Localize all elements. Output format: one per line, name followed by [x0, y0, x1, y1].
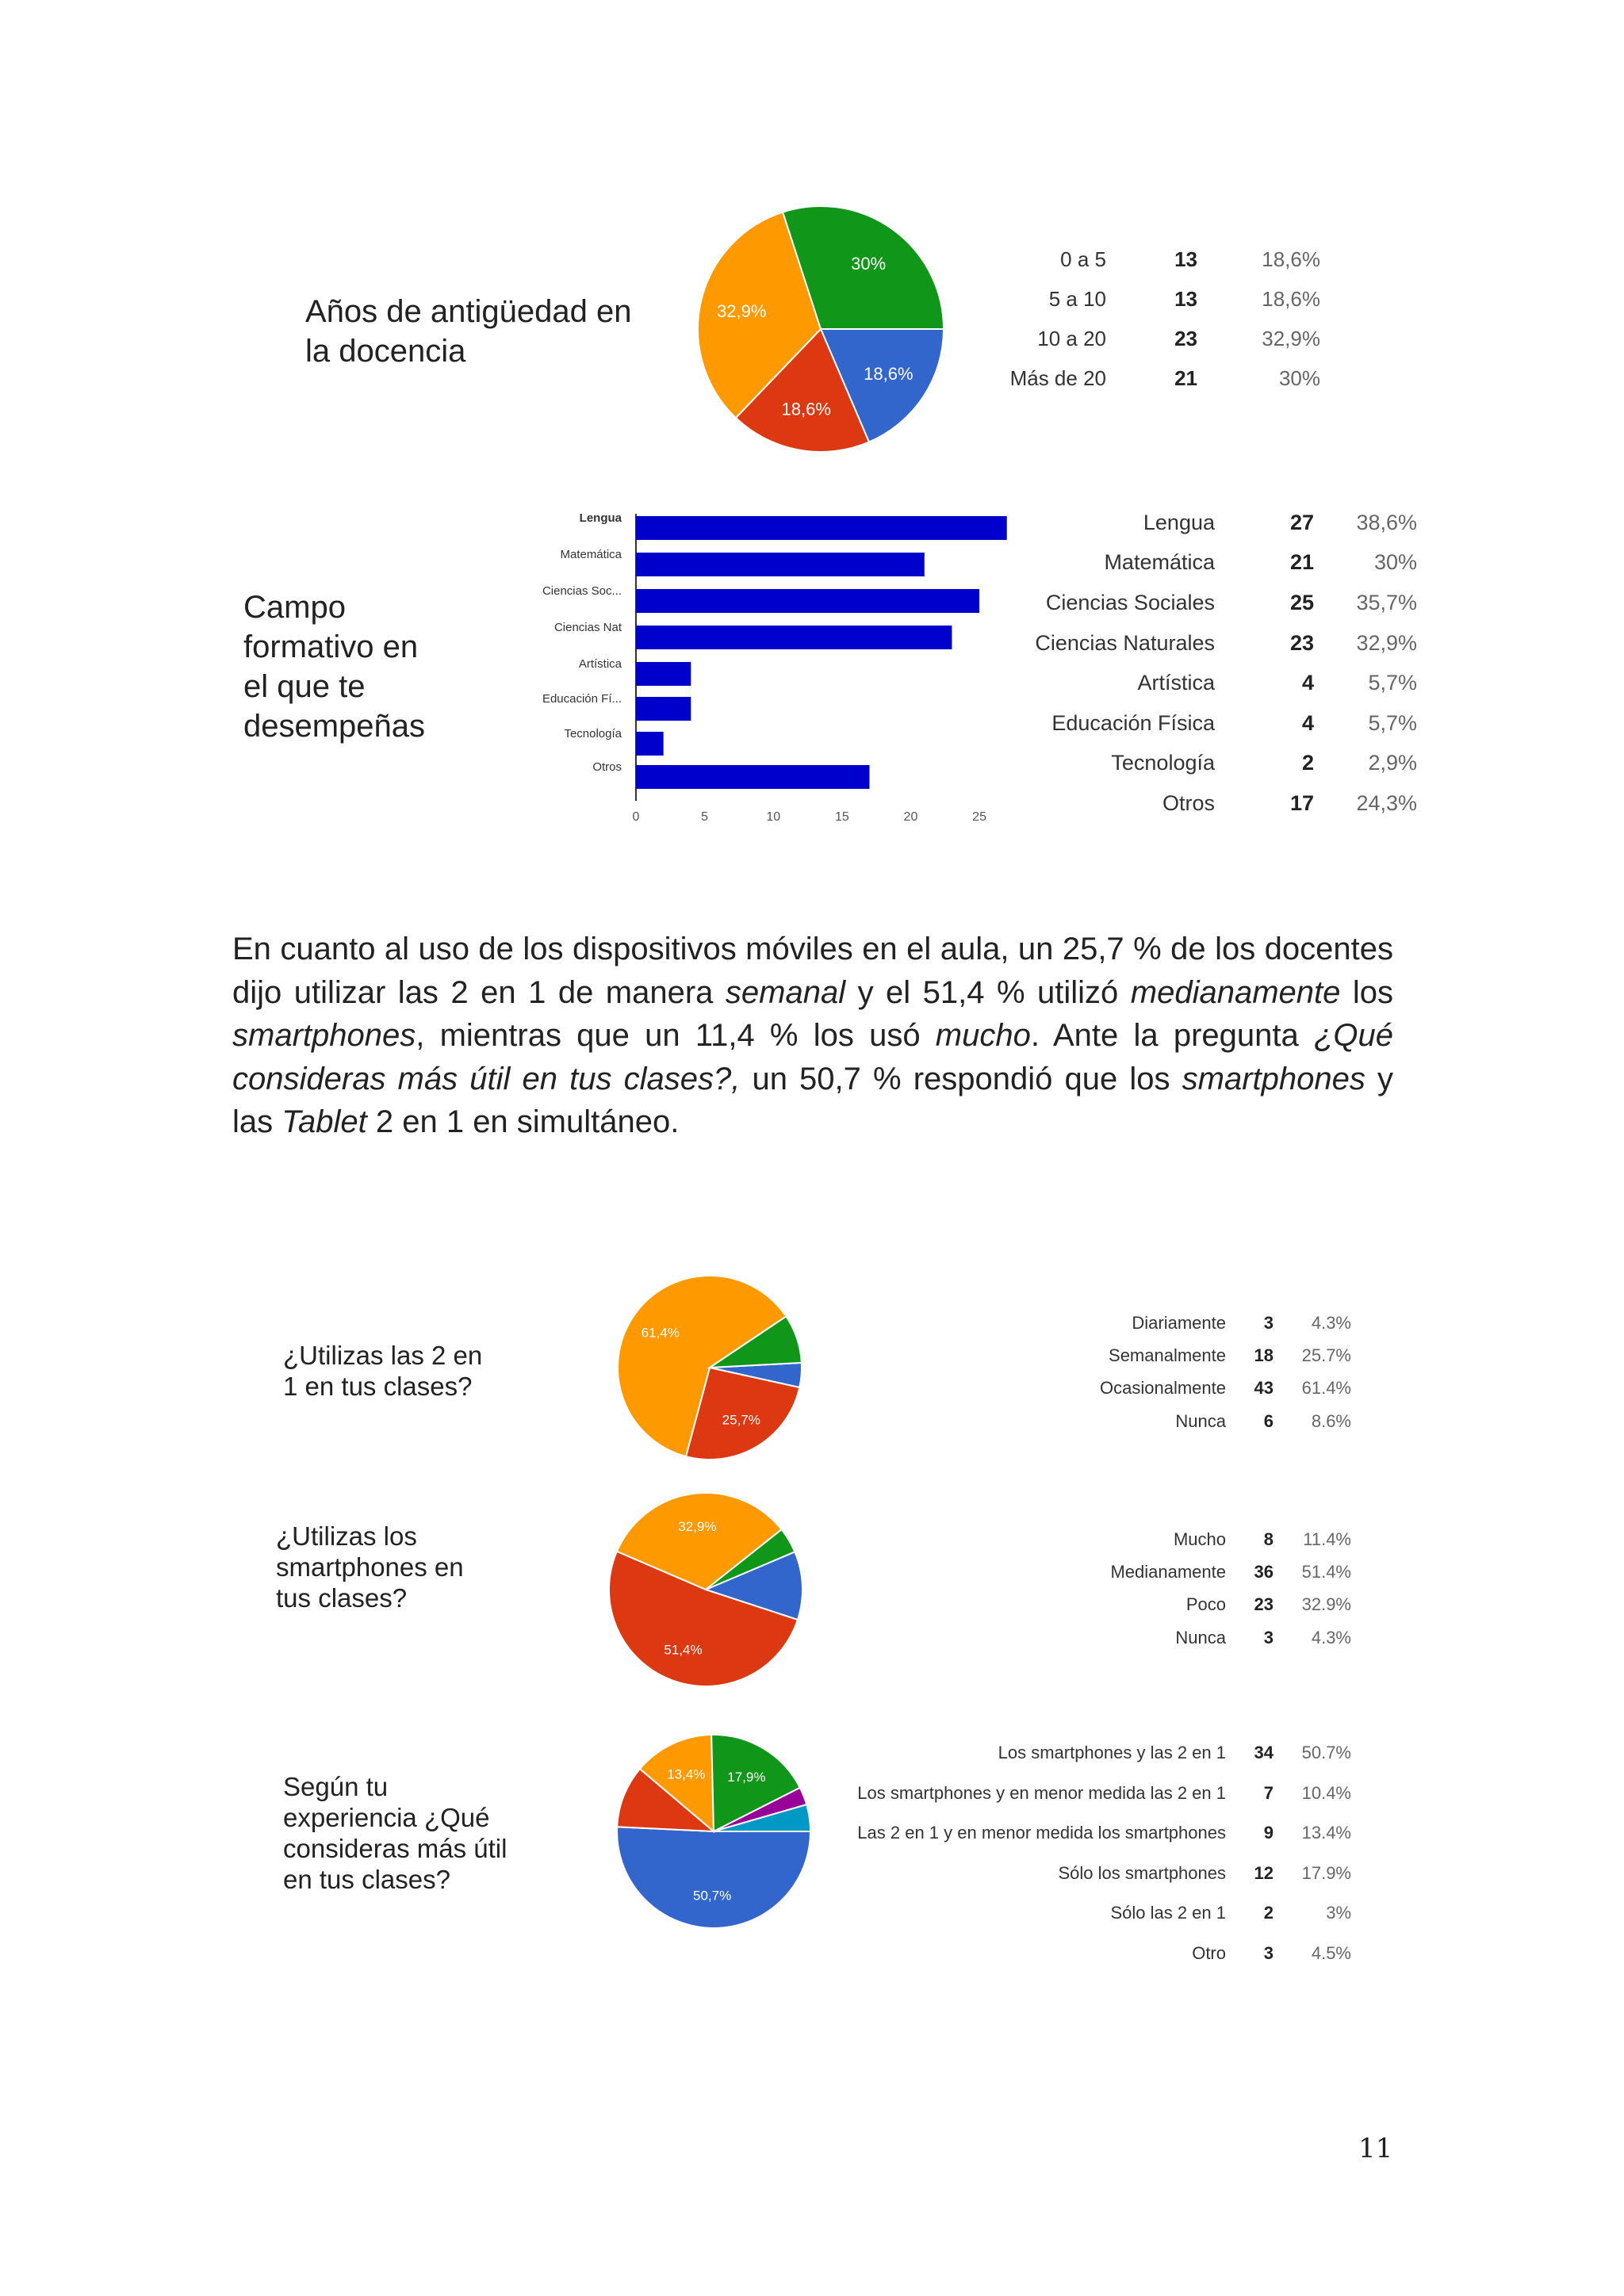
cell-pct: 25.7% — [1301, 1345, 1351, 1365]
y-tick-label: Lengua — [579, 511, 622, 525]
x-tick-label: 25 — [972, 810, 986, 824]
cell-pct: 5,7% — [1368, 671, 1417, 695]
pie-slice-label: 50,7% — [693, 1888, 732, 1904]
y-tick-label: Educación Fí... — [542, 692, 622, 706]
pie-slice-label: 25,7% — [722, 1412, 760, 1428]
cell-count: 23 — [1289, 630, 1314, 655]
cell-name: Tecnología — [1111, 751, 1215, 775]
table-row — [841, 1893, 1351, 1934]
cell-name: Nunca — [1175, 1410, 1226, 1431]
x-tick-label: 0 — [632, 810, 640, 824]
cell-name: Medianamente — [1110, 1561, 1226, 1582]
table-smartphones — [1102, 1523, 1351, 1654]
table-2en1 — [1094, 1307, 1351, 1437]
cell-count: 43 — [1254, 1378, 1274, 1399]
pie-chart-smartphones — [603, 1487, 809, 1693]
cell-count: 23 — [1254, 1594, 1274, 1615]
cell-name: Poco — [1185, 1594, 1226, 1615]
cell-pct: 13.4% — [1301, 1823, 1351, 1843]
table-row — [991, 279, 1320, 319]
cell-name: Matemática — [1104, 550, 1215, 575]
y-tick-label: Ciencias Soc... — [542, 584, 622, 598]
section3-label: ¿Utilizas las 2 en 1 en tus clases? — [283, 1341, 483, 1401]
cell-pct: 8.6% — [1311, 1410, 1351, 1431]
table-row — [1094, 1372, 1351, 1405]
table-row — [1094, 1339, 1351, 1372]
section4-label: ¿Utilizas los smartphones en tus clases? — [276, 1521, 464, 1613]
cell-pct: 32.9% — [1301, 1594, 1351, 1615]
section1-label: Años de antigüedad en la docencia — [305, 294, 632, 369]
bar — [636, 662, 691, 686]
table-row — [841, 1854, 1351, 1894]
cell-name: Ciencias Naturales — [1035, 630, 1215, 655]
cell-name: Lengua — [1143, 510, 1215, 534]
section5-label: Según tu experiencia ¿Qué consideras más útil en tus clases? — [283, 1772, 508, 1894]
cell-name: Ciencias Sociales — [1045, 590, 1215, 614]
table-row — [991, 358, 1320, 398]
cell-pct: 50.7% — [1301, 1743, 1351, 1763]
cell-count: 21 — [1174, 365, 1197, 390]
cell-pct: 4.3% — [1311, 1312, 1351, 1333]
x-tick-label: 15 — [834, 810, 849, 824]
table-row — [841, 1774, 1351, 1814]
cell-pct: 4.3% — [1311, 1627, 1351, 1647]
cell-count: 2 — [1263, 1903, 1274, 1923]
pie-slice-label: 18,6% — [864, 364, 914, 385]
x-tick-label: 5 — [701, 810, 709, 824]
table-row — [1023, 744, 1417, 784]
pie-slice-label: 17,9% — [727, 1769, 766, 1785]
table-row — [1023, 543, 1417, 584]
table-row — [1102, 1621, 1351, 1654]
cell-pct: 51.4% — [1301, 1561, 1351, 1582]
bar-chart-campo-formativo — [508, 507, 1015, 828]
cell-pct: 11.4% — [1303, 1529, 1351, 1549]
cell-name: Nunca — [1175, 1627, 1226, 1647]
pie-slice-label: 18,6% — [781, 399, 831, 419]
table-row — [1102, 1523, 1351, 1556]
cell-pct: 32,9% — [1356, 630, 1417, 655]
y-tick-label: Otros — [592, 760, 622, 774]
pie-slice-label: 32,9% — [678, 1519, 717, 1535]
cell-name: Artística — [1137, 671, 1215, 695]
x-tick-label: 10 — [766, 810, 781, 824]
x-tick-label: 20 — [903, 810, 918, 824]
table-row — [1023, 503, 1417, 543]
cell-count: 34 — [1254, 1743, 1274, 1763]
cell-pct: 24,3% — [1356, 790, 1417, 815]
cell-name: Los smartphones y en menor medida las 2 en 1 — [857, 1782, 1226, 1803]
cell-count: 13 — [1174, 247, 1197, 271]
cell-pct: 32,9% — [1262, 326, 1320, 350]
cell-name: Los smartphones y las 2 en 1 — [998, 1743, 1226, 1763]
cell-count: 3 — [1263, 1627, 1274, 1647]
cell-count: 4 — [1301, 710, 1314, 735]
cell-count: 18 — [1254, 1345, 1274, 1365]
table-row — [1023, 583, 1417, 623]
cell-name: Mucho — [1173, 1529, 1226, 1549]
cell-name: Educación Física — [1051, 710, 1215, 735]
cell-name: Sólo las 2 en 1 — [1110, 1903, 1226, 1923]
cell-count: 27 — [1289, 510, 1314, 534]
y-tick-label: Artística — [578, 657, 622, 671]
cell-count: 2 — [1301, 751, 1314, 775]
cell-pct: 18,6% — [1262, 286, 1320, 311]
cell-pct: 18,6% — [1262, 247, 1320, 271]
bar — [636, 516, 1007, 540]
table-row — [1023, 623, 1417, 664]
cell-count: 8 — [1263, 1529, 1274, 1549]
pie-slice-label: 32,9% — [717, 300, 767, 321]
y-tick-label: Matemática — [560, 548, 622, 561]
cell-pct: 30% — [1278, 365, 1320, 390]
cell-pct: 4.5% — [1311, 1942, 1351, 1963]
page-number: 11 — [1358, 2133, 1393, 2164]
pie-chart-antiguedad — [690, 198, 952, 460]
table-row — [991, 319, 1320, 358]
table-row — [1094, 1307, 1351, 1339]
pie-slice-label: 51,4% — [664, 1642, 703, 1658]
bar — [636, 626, 952, 649]
cell-name: Las 2 en 1 y en menor medida los smartphones — [857, 1823, 1226, 1843]
body-paragraph: En cuanto al uso de los dispositivos móviles en el aula, un 25,7 % de los docentes dijo utilizar las 2 en 1 de manera semanal y el 51,4 % utilizó medianamente los smartphones, mientras que un 11,4 % los usó mucho. Ante la pregunta ¿Qué consideras más útil en tus clases?, un 50,7 % respondió que los smartphones y las Tablet 2 en 1 en simultáneo. — [232, 932, 1393, 1139]
cell-count: 9 — [1263, 1823, 1274, 1843]
cell-name: 0 a 5 — [1060, 247, 1106, 271]
cell-count: 17 — [1289, 790, 1314, 815]
pie-slice-label: 13,4% — [667, 1766, 706, 1782]
cell-count: 13 — [1174, 286, 1197, 311]
pie-slice-label: 30% — [851, 253, 887, 274]
bar — [636, 765, 869, 789]
cell-name: 10 a 20 — [1037, 326, 1106, 350]
table-row — [1102, 1556, 1351, 1588]
bar — [636, 589, 979, 613]
cell-pct: 30% — [1373, 550, 1417, 575]
cell-name: Otros — [1162, 790, 1215, 815]
cell-name: Más de 20 — [1009, 365, 1106, 390]
table-antiguedad — [991, 239, 1320, 398]
table-row — [841, 1733, 1351, 1774]
cell-pct: 10.4% — [1301, 1782, 1351, 1803]
cell-pct: 17.9% — [1301, 1862, 1351, 1883]
cell-count: 3 — [1263, 1312, 1274, 1333]
pie-slice-label: 61,4% — [641, 1325, 680, 1341]
table-row — [1023, 663, 1417, 703]
table-row — [1023, 783, 1417, 824]
cell-count: 7 — [1263, 1782, 1274, 1803]
cell-count: 6 — [1263, 1410, 1274, 1431]
bar — [636, 697, 691, 721]
cell-count: 12 — [1254, 1862, 1274, 1883]
table-campo-formativo — [1023, 503, 1417, 824]
cell-pct: 2,9% — [1368, 751, 1417, 775]
table-mas-util — [841, 1733, 1351, 1973]
cell-count: 21 — [1289, 550, 1314, 575]
cell-count: 3 — [1263, 1942, 1274, 1963]
bar — [636, 553, 925, 576]
cell-pct: 5,7% — [1368, 710, 1417, 735]
cell-pct: 61.4% — [1301, 1378, 1351, 1399]
cell-pct: 38,6% — [1356, 510, 1417, 534]
cell-name: Sólo los smartphones — [1058, 1862, 1226, 1883]
cell-pct: 35,7% — [1356, 590, 1417, 614]
table-row — [1094, 1405, 1351, 1437]
table-row — [841, 1813, 1351, 1854]
y-tick-label: Ciencias Nat — [553, 621, 622, 634]
pie-chart-2en1 — [611, 1269, 809, 1467]
cell-pct: 3% — [1326, 1903, 1351, 1923]
cell-name: Otro — [1192, 1942, 1226, 1963]
table-row — [841, 1934, 1351, 1974]
cell-count: 4 — [1301, 671, 1314, 695]
section2-label: Campo formativo en el que te desempeñas — [243, 590, 426, 744]
bar — [636, 732, 664, 756]
cell-name: Diariamente — [1132, 1312, 1226, 1333]
pie-chart-mas-util — [611, 1728, 817, 1934]
cell-count: 23 — [1174, 326, 1197, 350]
cell-count: 36 — [1254, 1561, 1274, 1582]
table-row — [991, 239, 1320, 279]
cell-name: 5 a 10 — [1048, 286, 1106, 311]
cell-name: Semanalmente — [1109, 1345, 1226, 1365]
pie-slice — [617, 1827, 810, 1928]
table-row — [1102, 1589, 1351, 1621]
table-row — [1023, 703, 1417, 744]
y-tick-label: Tecnología — [564, 727, 622, 740]
cell-count: 25 — [1289, 590, 1314, 614]
cell-name: Ocasionalmente — [1100, 1378, 1226, 1399]
